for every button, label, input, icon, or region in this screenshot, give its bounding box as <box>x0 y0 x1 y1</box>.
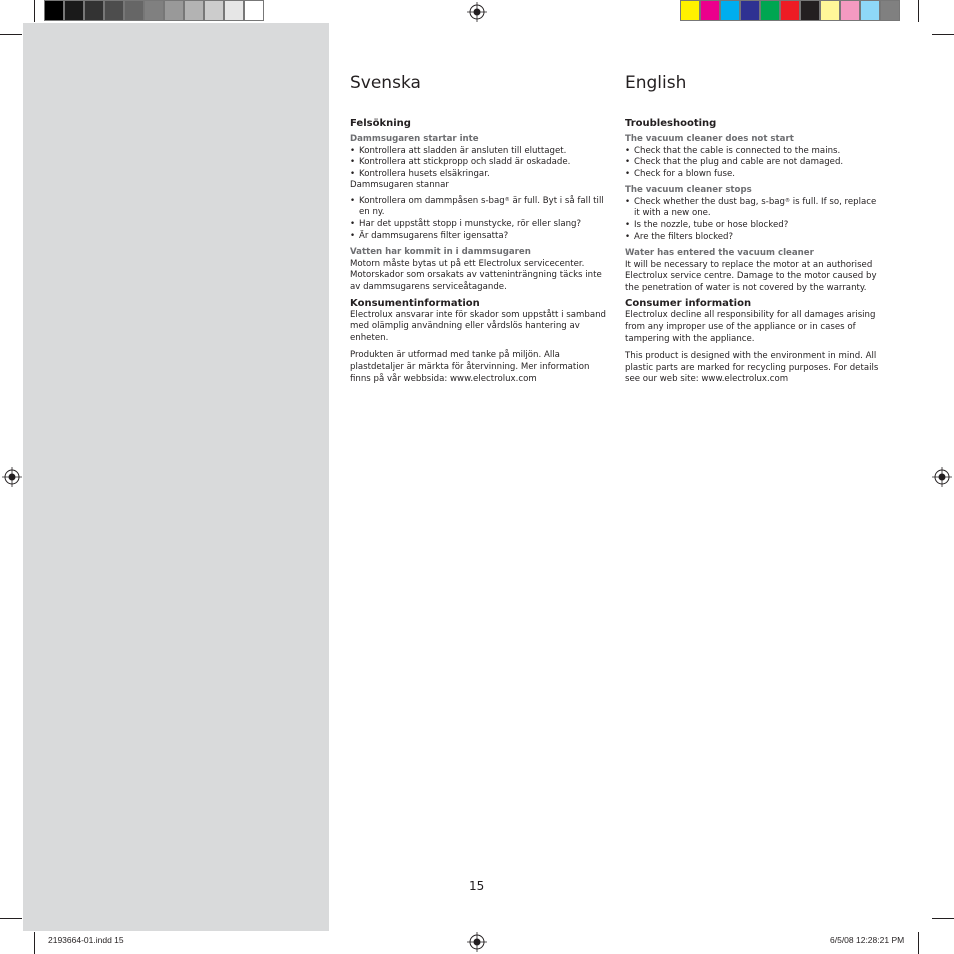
list-item: • Check that the plug and cable are not damaged. <box>625 157 844 168</box>
stops-list <box>350 196 608 242</box>
list-item: • Kontrollera att stickpropp och sladd är oskadade. <box>350 157 571 168</box>
color-swatch <box>124 0 144 21</box>
english-title: English <box>625 73 687 93</box>
color-swatch <box>860 0 880 21</box>
registration-mark-icon <box>2 467 22 487</box>
registration-mark-icon <box>467 932 487 952</box>
crop-mark <box>34 932 35 954</box>
color-swatch <box>800 0 820 21</box>
color-swatch <box>680 0 700 21</box>
color-swatch <box>780 0 800 21</box>
list-item: • Check whether the dust bag, s-bag® is full. If so, replace it with a new one. <box>625 196 877 219</box>
color-swatch <box>224 0 244 21</box>
not-start-heading: Dammsugaren startar inte <box>350 134 479 144</box>
swedish-title: Svenska <box>350 73 421 93</box>
color-swatch <box>204 0 224 21</box>
stops-heading: The vacuum cleaner stops <box>625 185 752 196</box>
stops-list <box>625 197 883 243</box>
color-swatch <box>700 0 720 21</box>
environment-text: This product is designed with the environment in mind. All plastic parts are marked for recycling purposes. For details see our web site: www.electrolux.com <box>625 351 879 385</box>
crop-mark <box>918 932 919 954</box>
consumer-heading: Konsumentinformation <box>350 297 480 309</box>
color-swatch <box>164 0 184 21</box>
color-swatch <box>840 0 860 21</box>
color-swatch <box>84 0 104 21</box>
crop-mark <box>932 34 954 35</box>
color-swatch <box>184 0 204 21</box>
color-swatch <box>760 0 780 21</box>
page-number: 15 <box>469 879 485 893</box>
troubleshooting-heading: Felsökning <box>350 118 411 129</box>
consumer-heading: Consumer information <box>625 298 752 310</box>
color-swatch <box>144 0 164 21</box>
list-item: • Check that the cable is connected to the mains. <box>625 145 841 156</box>
grayscale-color-bar <box>44 0 264 22</box>
color-swatch <box>720 0 740 21</box>
consumer-text: Electrolux decline all responsibility for all damages arising from any improper use of the appliance or in cases of tampering with the appliance. <box>625 310 876 344</box>
registration-mark-icon <box>467 2 487 22</box>
list-item: • Kontrollera om dammpåsen s-bag® är full. Byt i så fall till en ny. <box>350 195 604 218</box>
list-item: • Is the nozzle, tube or hose blocked? <box>625 219 789 230</box>
registration-mark-icon <box>932 467 952 487</box>
color-swatch <box>104 0 124 21</box>
color-swatch <box>64 0 84 21</box>
color-swatch <box>740 0 760 21</box>
english-column <box>625 72 883 386</box>
not-start-list <box>625 146 883 181</box>
list-item: • Kontrollera att sladden är ansluten till eluttaget. <box>350 145 567 156</box>
list-item: • Are the filters blocked? <box>625 231 734 242</box>
water-text: It will be necessary to replace the motor at an authorised Electrolux service centre. Damage to the motor caused by the penetration of water is not covered by the warranty. <box>625 259 877 293</box>
environment-text: Produkten är utformad med tanke på miljön. Alla plastdetaljer är märkta för återvinning. Mer information finns på vår webbsida: www.electrolux.com <box>350 350 590 384</box>
consumer-text: Electrolux ansvarar inte för skador som uppstått i samband med olämplig användning eller vårdslös hantering av enheten. <box>350 309 607 343</box>
stops-label: Dammsugaren stannar <box>350 180 449 191</box>
not-start-heading: The vacuum cleaner does not start <box>625 134 794 144</box>
troubleshooting-heading: Troubleshooting <box>625 118 717 129</box>
water-heading: Water has entered the vacuum cleaner <box>625 248 814 259</box>
list-item: • Är dammsugarens filter igensatta? <box>350 230 509 241</box>
grey-side-panel <box>23 23 329 931</box>
not-start-list <box>350 146 608 181</box>
water-text: Motorn måste bytas ut på ett Electrolux servicecenter. Motorskador som orsakats av vatteninträngning täcks inte av dammsugarens serviceåtagande. <box>350 258 602 292</box>
crop-mark <box>0 34 22 35</box>
crop-mark <box>932 918 954 919</box>
swedish-column <box>350 72 608 385</box>
list-item: • Kontrollera husets elsäkringar. <box>350 168 490 179</box>
color-swatch <box>244 0 264 21</box>
water-heading: Vatten har kommit in i dammsugaren <box>350 247 531 258</box>
color-swatch <box>880 0 900 21</box>
list-item: • Har det uppstått stopp i munstycke, rör eller slang? <box>350 219 582 230</box>
crop-mark <box>0 918 22 919</box>
process-color-bar <box>680 0 900 22</box>
list-item: • Check for a blown fuse. <box>625 168 735 179</box>
crop-mark <box>918 0 919 22</box>
date-slug: 6/5/08 12:28:21 PM <box>830 935 905 945</box>
crop-mark <box>34 0 35 22</box>
color-swatch <box>820 0 840 21</box>
file-slug: 2193664-01.indd 15 <box>48 935 124 945</box>
color-swatch <box>44 0 64 21</box>
